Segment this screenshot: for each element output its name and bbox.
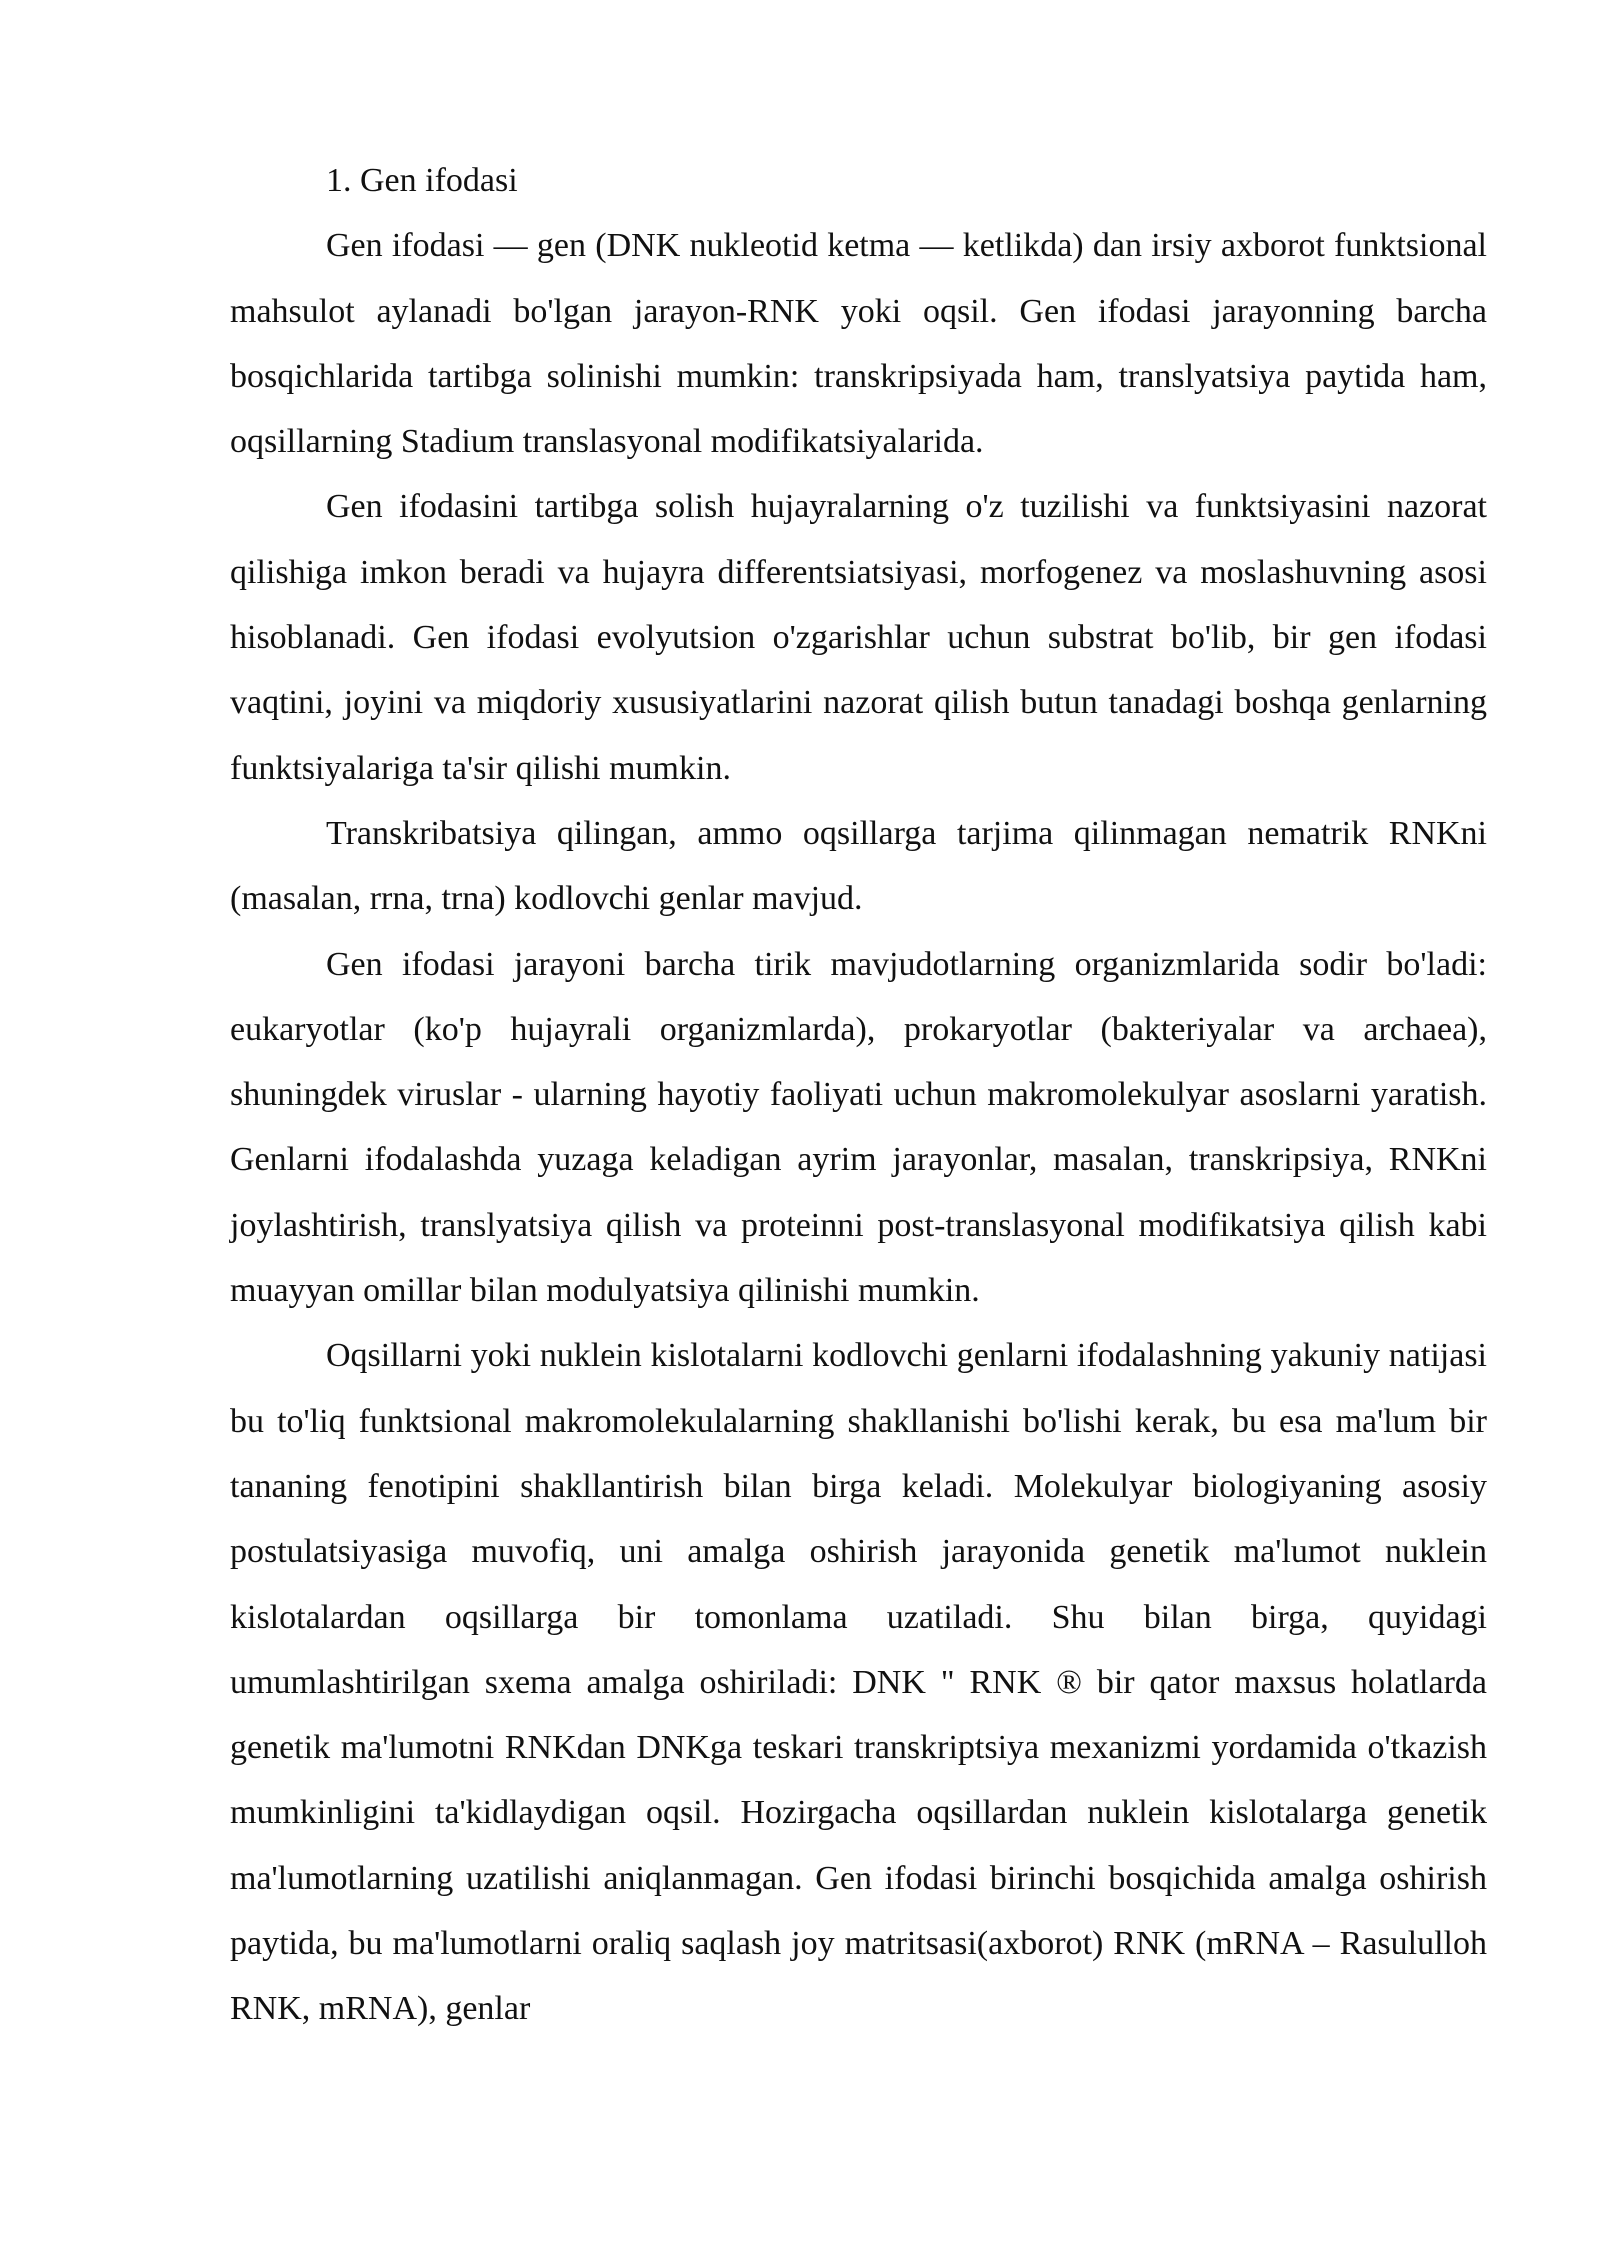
document-body bbox=[230, 148, 1487, 2042]
paragraph-organisms: Gen ifodasi jarayoni barcha tirik mavjudotlarning organizmlarida sodir bo'ladi: eukaryotlar (ko'p hujayrali organizmlarda), prokaryotlar (bakteriyalar va archaea), shuningdek viruslar - ularning hayotiy faoliyati uchun makromolekulyar asoslarni yaratish. Genlarni ifodalashda yuzaga keladigan ayrim jarayonlar, masalan, transkripsiya, RNKni joylashtirish, translyatsiya qilish va proteinni post-translasyonal modifikatsiya qilish kabi muayyan omillar bilan modulyatsiya qilinishi mumkin. bbox=[230, 945, 1487, 1310]
paragraph-gen-ifodasi-definition: Gen ifodasi — gen (DNK nukleotid ketma — ketlikda) dan irsiy axborot funktsional mahsulot aylanadi bo'lgan jarayon-RNK yoki oqsil. Gen ifodasi jarayonning barcha bosqichlarida tartibga solinishi mumkin: transkripsiyada ham, translyatsiya paytida ham, oqsillarning Stadium translasyonal modifikatsiyalarida. bbox=[230, 227, 1487, 461]
paragraph-central-dogma: Oqsillarni yoki nuklein kislotalarni kodlovchi genlarni ifodalashning yakuniy natijasi bu to'liq funktsional makromolekulalarning shakllanishi bo'lishi kerak, bu esa ma'lum bir tananing fenotipini shakllantirish bilan birga keladi. Molekulyar biologiyaning asosiy postulatsiyasiga muvofiq, uni amalga oshirish jarayonida genetik ma'lumot nuklein kislotalardan oqsillarga bir tomonlama uzatiladi. Shu bilan birga, quyidagi umumlashtirilgan sxema amalga oshiriladi: DNK " RNK ® bir qator maxsus holatlarda genetik ma'lumotni RNKdan DNKga teskari transkriptsiya mexanizmi yordamida o'tkazish mumkinligini ta'kidlaydigan oqsil. Hozirgacha oqsillardan nuklein kislotalarga genetik ma'lumotlarning uzatilishi aniqlanmagan. Gen ifodasi birinchi bosqichida amalga oshirish paytida, bu ma'lumotlarni oraliq saqlash joy matritsasi(axborot) RNK (mRNA – Rasululloh RNK, mRNA), genlar bbox=[230, 1337, 1487, 2028]
paragraph-regulation: Gen ifodasini tartibga solish hujayralarning o'z tuzilishi va funktsiyasini nazorat qilishiga imkon beradi va hujayra differentsiatsiyasi, morfogenez va moslashuvning asosi hisoblanadi. Gen ifodasi evolyutsion o'zgarishlar uchun substrat bo'lib, bir gen ifodasi vaqtini, joyini va miqdoriy xususiyatlarini nazorat qilish butun tanadagi boshqa genlarning funktsiyalariga ta'sir qilishi mumkin. bbox=[230, 488, 1487, 787]
section-heading: 1. Gen ifodasi bbox=[326, 162, 518, 199]
paragraph-noncoding-rna: Transkribatsiya qilingan, ammo oqsillarga tarjima qilinmagan nematrik RNKni (masalan, rrna, trna) kodlovchi genlar mavjud. bbox=[230, 814, 1487, 918]
